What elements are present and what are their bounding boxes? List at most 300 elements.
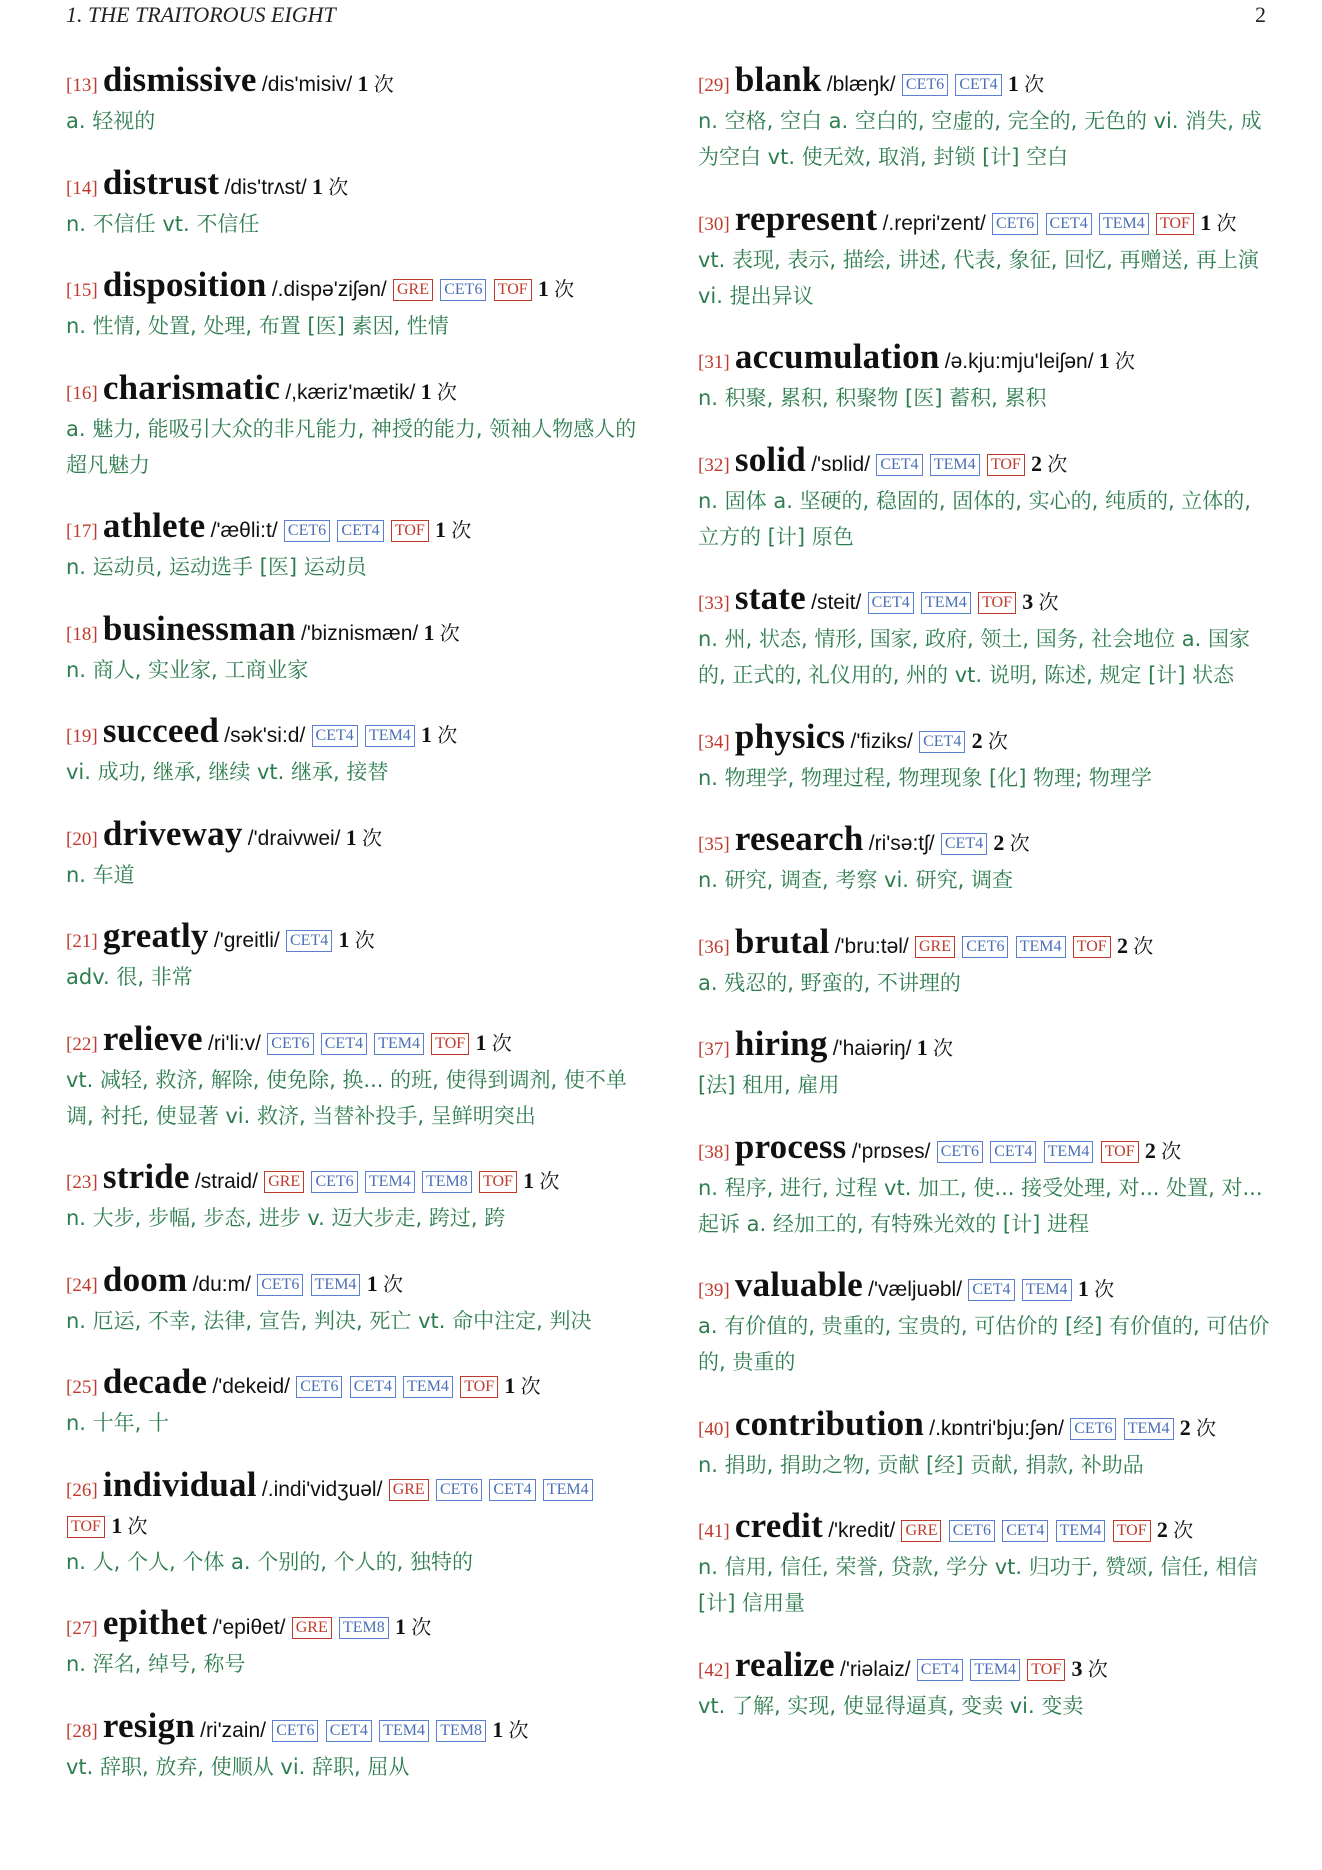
times-label: 次 bbox=[1133, 933, 1154, 958]
entry-headline bbox=[698, 716, 1270, 760]
pronunciation: /ə.kju:mju'leiʃən/ bbox=[944, 350, 1094, 373]
exam-tag: TOF bbox=[1073, 936, 1111, 958]
headword: individual bbox=[102, 1464, 257, 1504]
pronunciation: /'biznismæn/ bbox=[301, 621, 419, 645]
entry-number: [22] bbox=[66, 1033, 98, 1055]
entry-headline bbox=[698, 821, 1270, 862]
entry-number: [29] bbox=[698, 75, 730, 96]
entry-headline bbox=[698, 62, 1270, 103]
frequency-count: 1 bbox=[395, 1614, 407, 1639]
definition: vi. 成功, 继承, 继续 vt. 继承, 接替 bbox=[66, 760, 389, 784]
times-label: 次 bbox=[437, 723, 458, 747]
vocab-entry bbox=[698, 1126, 1270, 1242]
exam-tag: GRE bbox=[915, 936, 955, 958]
frequency-count: 1 bbox=[435, 517, 447, 542]
vocab-entry bbox=[66, 1159, 638, 1236]
definition: n. 积聚, 累积, 积聚物 [医] 蓄积, 累积 bbox=[698, 386, 1047, 410]
headword: driveway bbox=[102, 813, 243, 853]
definition: a. 魅力, 能吸引大众的非凡能力, 神授的能力, 领袖人物感人的超凡魅力 bbox=[66, 416, 637, 477]
exam-tag: TEM4 bbox=[921, 592, 971, 614]
entry-number: [33] bbox=[698, 593, 730, 614]
vocab-entry bbox=[698, 1267, 1270, 1380]
headword: solid bbox=[734, 439, 806, 479]
pronunciation: /'epiθet/ bbox=[212, 1616, 286, 1639]
entry-number: [15] bbox=[66, 280, 98, 301]
vocab-entry bbox=[698, 339, 1270, 416]
exam-tag: CET6 bbox=[992, 213, 1038, 235]
frequency-count: 1 bbox=[366, 1270, 378, 1296]
definition: n. 性情, 处置, 处理, 布置 [医] 素因, 性情 bbox=[66, 314, 449, 338]
exam-tag: GRE bbox=[389, 1479, 429, 1501]
pronunciation: /straid/ bbox=[194, 1170, 258, 1193]
definition: n. 不信任 vt. 不信任 bbox=[66, 211, 260, 236]
times-label: 次 bbox=[439, 620, 460, 645]
entry-headline bbox=[66, 918, 638, 959]
exam-tag: CET6 bbox=[937, 1141, 983, 1163]
frequency-count: 2 bbox=[1156, 1517, 1168, 1542]
times-label: 次 bbox=[354, 928, 375, 952]
headword: epithet bbox=[102, 1603, 208, 1642]
exam-tag: TEM8 bbox=[436, 1720, 486, 1742]
pronunciation: /'kredit/ bbox=[828, 1519, 896, 1542]
exam-tag: CET4 bbox=[350, 1376, 396, 1398]
entry-number: [36] bbox=[698, 936, 730, 958]
times-label: 次 bbox=[1173, 1518, 1194, 1542]
entry-number: [20] bbox=[66, 828, 98, 850]
frequency-count: 1 bbox=[492, 1716, 504, 1742]
pronunciation: /'fiziks/ bbox=[850, 729, 913, 753]
exam-tag: TEM4 bbox=[1044, 1141, 1094, 1163]
definition: vt. 表现, 表示, 描绘, 讲述, 代表, 象征, 回忆, 再赠送, 再上演 vi. 提出异议 bbox=[698, 247, 1259, 308]
definition: n. 捐助, 捐助之物, 贡献 [经] 贡献, 捐款, 补助品 bbox=[698, 1452, 1144, 1477]
exam-tag: TEM4 bbox=[374, 1033, 424, 1055]
headword: disposition bbox=[102, 265, 267, 304]
times-label: 次 bbox=[1024, 72, 1045, 96]
exam-tag: TEM4 bbox=[1056, 1520, 1106, 1542]
frequency-count: 1 bbox=[1200, 209, 1212, 235]
entry-number: [42] bbox=[698, 1659, 730, 1681]
frequency-count: 1 bbox=[111, 1512, 123, 1538]
headword: charismatic bbox=[102, 367, 281, 407]
frequency-count: 2 bbox=[993, 830, 1005, 855]
frequency-count: 1 bbox=[1077, 1276, 1089, 1301]
headword: valuable bbox=[734, 1265, 863, 1304]
entry-headline bbox=[698, 198, 1270, 242]
times-label: 次 bbox=[362, 825, 383, 850]
exam-tag: GRE bbox=[393, 279, 433, 301]
pronunciation: /dis'misiv/ bbox=[261, 73, 353, 96]
exam-tag: CET6 bbox=[1070, 1418, 1116, 1440]
frequency-count: 1 bbox=[504, 1373, 516, 1398]
entry-number: [27] bbox=[66, 1618, 98, 1639]
entry-headline bbox=[66, 62, 638, 103]
entry-headline bbox=[66, 162, 638, 206]
definition: n. 商人, 实业家, 工商业家 bbox=[66, 657, 309, 682]
times-label: 次 bbox=[1115, 349, 1136, 373]
entry-headline bbox=[66, 1159, 638, 1200]
vocab-entry bbox=[698, 439, 1270, 555]
definition: vt. 了解, 实现, 使显得逼真, 变卖 vi. 变卖 bbox=[698, 1693, 1084, 1718]
entry-number: [18] bbox=[66, 623, 98, 645]
frequency-count: 1 bbox=[423, 619, 435, 645]
pronunciation: /sək'si:d/ bbox=[224, 724, 306, 747]
exam-tag: CET4 bbox=[312, 725, 358, 747]
times-label: 次 bbox=[933, 1036, 954, 1060]
vocab-entry bbox=[66, 1364, 638, 1441]
frequency-count: 2 bbox=[971, 727, 983, 753]
vocab-entry bbox=[66, 1464, 638, 1580]
entry-number: [17] bbox=[66, 521, 98, 542]
entry-headline bbox=[698, 1026, 1270, 1067]
definition: n. 浑名, 绰号, 称号 bbox=[66, 1652, 246, 1676]
headword: decade bbox=[102, 1362, 208, 1401]
headword: doom bbox=[102, 1259, 188, 1299]
exam-tag: TEM8 bbox=[339, 1617, 389, 1639]
entry-headline bbox=[66, 608, 638, 652]
exam-tag: CET6 bbox=[440, 279, 486, 301]
entry-number: [30] bbox=[698, 213, 730, 235]
vocab-entry bbox=[66, 267, 638, 344]
vocab-entry bbox=[66, 1259, 638, 1339]
entry-number: [40] bbox=[698, 1418, 730, 1440]
vocab-entry bbox=[698, 1644, 1270, 1724]
times-label: 次 bbox=[1087, 1656, 1108, 1681]
entry-number: [25] bbox=[66, 1377, 98, 1398]
frequency-count: 2 bbox=[1116, 932, 1128, 958]
pronunciation: /du:m/ bbox=[192, 1272, 251, 1296]
exam-tag: TEM4 bbox=[403, 1376, 453, 1398]
entry-number: [41] bbox=[698, 1521, 730, 1542]
headword: relieve bbox=[102, 1018, 203, 1058]
vocab-entry bbox=[698, 62, 1270, 175]
headword: represent bbox=[734, 198, 878, 238]
definition: n. 州, 状态, 情形, 国家, 政府, 领土, 国务, 社会地位 a. 国家的, 正式的, 礼仪用的, 州的 vt. 说明, 陈述, 规定 [计] 状态 bbox=[698, 627, 1251, 687]
definition: vt. 辞职, 放弃, 使顺从 vi. 辞职, 屈从 bbox=[66, 1754, 410, 1779]
exam-tag: CET4 bbox=[489, 1479, 535, 1501]
exam-tag: CET4 bbox=[321, 1033, 367, 1055]
pronunciation: /'dekeid/ bbox=[212, 1375, 290, 1398]
entry-headline bbox=[66, 367, 638, 411]
times-label: 次 bbox=[411, 1615, 432, 1639]
exam-tag: TEM4 bbox=[379, 1720, 429, 1742]
vocab-entry bbox=[698, 1403, 1270, 1483]
entry-number: [34] bbox=[698, 731, 730, 753]
exam-tag: CET4 bbox=[917, 1659, 963, 1681]
vocab-entry bbox=[698, 1026, 1270, 1103]
exam-tag: TOF bbox=[391, 520, 429, 542]
times-label: 次 bbox=[451, 518, 472, 542]
exam-tag: CET4 bbox=[955, 74, 1001, 96]
entry-number: [32] bbox=[698, 454, 730, 476]
exam-tag: TEM4 bbox=[1124, 1418, 1174, 1440]
definition: n. 固体 a. 坚硬的, 稳固的, 固体的, 实心的, 纯质的, 立体的, 立方的 [计] 原色 bbox=[698, 488, 1251, 549]
pronunciation: /'draivwei/ bbox=[247, 826, 341, 850]
frequency-count: 1 bbox=[357, 71, 369, 96]
exam-tag: CET6 bbox=[311, 1171, 357, 1193]
entry-number: [14] bbox=[66, 177, 98, 199]
entry-headline bbox=[698, 339, 1270, 380]
headword: succeed bbox=[102, 711, 219, 750]
headword: blank bbox=[734, 60, 822, 99]
pronunciation: /ri'sə:tʃ/ bbox=[868, 832, 935, 855]
entry-number: [24] bbox=[66, 1274, 98, 1296]
exam-tag: TEM4 bbox=[930, 454, 980, 476]
exam-tag: TEM4 bbox=[970, 1659, 1020, 1681]
exam-tag: GRE bbox=[292, 1617, 332, 1639]
headword: brutal bbox=[734, 921, 830, 961]
pronunciation: /,kæriz'mætik/ bbox=[285, 380, 416, 404]
frequency-count: 1 bbox=[421, 722, 433, 747]
vocab-entry bbox=[66, 918, 638, 995]
headword: realize bbox=[734, 1644, 835, 1684]
times-label: 次 bbox=[520, 1374, 541, 1398]
page-number: 2 bbox=[1255, 2, 1266, 27]
vocab-entry bbox=[66, 1705, 638, 1785]
entry-headline bbox=[66, 813, 638, 857]
exam-tag: CET6 bbox=[284, 520, 330, 542]
frequency-count: 2 bbox=[1031, 450, 1043, 476]
exam-tag: CET4 bbox=[286, 930, 332, 952]
vocab-entry bbox=[66, 1605, 638, 1682]
exam-tag: TEM4 bbox=[1022, 1279, 1072, 1301]
exam-tag: TEM4 bbox=[365, 725, 415, 747]
frequency-count: 1 bbox=[523, 1168, 535, 1193]
vocab-entry bbox=[66, 62, 638, 139]
definition: a. 轻视的 bbox=[66, 109, 156, 133]
headword: dismissive bbox=[102, 60, 257, 99]
definition: n. 大步, 步幅, 步态, 进步 v. 迈大步走, 跨过, 跨 bbox=[66, 1206, 506, 1230]
headword: research bbox=[734, 819, 864, 858]
definition: adv. 很, 非常 bbox=[66, 965, 193, 989]
frequency-count: 1 bbox=[1007, 71, 1019, 96]
times-label: 次 bbox=[1038, 590, 1059, 614]
exam-tag: CET6 bbox=[267, 1033, 313, 1055]
times-label: 次 bbox=[1161, 1138, 1182, 1163]
definition: n. 物理学, 物理过程, 物理现象 [化] 物理; 物理学 bbox=[698, 765, 1152, 790]
times-label: 次 bbox=[1196, 1415, 1216, 1440]
frequency-count: 1 bbox=[420, 378, 432, 404]
exam-tag: TOF bbox=[1156, 213, 1194, 235]
exam-tag: CET4 bbox=[1002, 1520, 1048, 1542]
times-label: 次 bbox=[491, 1030, 512, 1055]
times-label: 次 bbox=[328, 174, 349, 199]
entry-headline bbox=[698, 1126, 1270, 1170]
vocab-entry bbox=[698, 716, 1270, 796]
vocab-entry bbox=[66, 608, 638, 688]
pronunciation: /dis'trʌst/ bbox=[224, 175, 307, 199]
entry-headline bbox=[698, 921, 1270, 965]
headword: stride bbox=[102, 1157, 190, 1196]
headword: athlete bbox=[102, 506, 206, 545]
frequency-count: 3 bbox=[1022, 589, 1034, 614]
headword: greatly bbox=[102, 916, 209, 955]
times-label: 次 bbox=[508, 1717, 529, 1742]
vocab-entry bbox=[66, 162, 638, 242]
entry-headline bbox=[66, 1364, 638, 1405]
pronunciation: /'greitli/ bbox=[213, 929, 280, 952]
vocab-entry bbox=[66, 813, 638, 893]
entry-number: [38] bbox=[698, 1141, 730, 1163]
entry-number: [19] bbox=[66, 726, 98, 747]
exam-tag: TOF bbox=[494, 279, 532, 301]
exam-tag: CET4 bbox=[990, 1141, 1036, 1163]
entry-headline bbox=[698, 1644, 1270, 1688]
entry-headline bbox=[66, 1018, 638, 1062]
exam-tag: CET4 bbox=[1046, 213, 1092, 235]
entry-headline bbox=[66, 267, 638, 308]
pronunciation: /'riəlaiz/ bbox=[840, 1657, 911, 1681]
exam-tag: CET4 bbox=[941, 833, 987, 855]
pronunciation: /'æθli:t/ bbox=[210, 519, 278, 542]
pronunciation: /ri'zain/ bbox=[200, 1718, 266, 1742]
definition: n. 运动员, 运动选手 [医] 运动员 bbox=[66, 555, 367, 579]
definition: n. 研究, 调查, 考察 vi. 研究, 调查 bbox=[698, 868, 1013, 892]
times-label: 次 bbox=[1094, 1277, 1115, 1301]
definition: n. 空格, 空白 a. 空白的, 空虚的, 完全的, 无色的 vi. 消失, 成为空白 vt. 使无效, 取消, 封锁 [计] 空白 bbox=[698, 109, 1262, 169]
definition: n. 车道 bbox=[66, 862, 135, 887]
times-label: 次 bbox=[1216, 210, 1237, 235]
pronunciation: /.dispə'ziʃən/ bbox=[271, 278, 387, 301]
definition: a. 残忍的, 野蛮的, 不讲理的 bbox=[698, 970, 961, 995]
times-label: 次 bbox=[382, 1271, 403, 1296]
exam-tag: CET6 bbox=[962, 936, 1008, 958]
entry-number: [23] bbox=[66, 1172, 98, 1193]
entry-number: [21] bbox=[66, 931, 98, 952]
pronunciation: /ri'li:v/ bbox=[208, 1031, 262, 1055]
times-label: 次 bbox=[987, 728, 1008, 753]
vocab-entry bbox=[66, 1018, 638, 1134]
exam-tag: TOF bbox=[431, 1033, 469, 1055]
exam-tag: CET4 bbox=[919, 731, 965, 753]
headword: physics bbox=[734, 716, 846, 756]
exam-tag: TOF bbox=[1101, 1141, 1139, 1163]
exam-tag: CET4 bbox=[868, 592, 914, 614]
exam-tag: CET6 bbox=[902, 74, 948, 96]
entry-headline bbox=[698, 1267, 1270, 1308]
entry-number: [31] bbox=[698, 352, 730, 373]
pronunciation: /'bru:təl/ bbox=[834, 934, 909, 958]
frequency-count: 1 bbox=[338, 927, 350, 952]
times-label: 次 bbox=[1047, 451, 1068, 476]
frequency-count: 1 bbox=[1098, 348, 1110, 373]
exam-tag: CET4 bbox=[968, 1279, 1014, 1301]
vocab-entry bbox=[698, 921, 1270, 1001]
exam-tag: GRE bbox=[901, 1520, 941, 1542]
times-label: 次 bbox=[436, 379, 457, 404]
exam-tag: TOF bbox=[1113, 1520, 1151, 1542]
exam-tag: TEM4 bbox=[311, 1274, 361, 1296]
exam-tag: TOF bbox=[67, 1516, 105, 1538]
entry-headline bbox=[698, 439, 1270, 483]
pronunciation: /'prɒses/ bbox=[851, 1139, 931, 1163]
entry-headline bbox=[66, 1464, 638, 1544]
headword: contribution bbox=[734, 1403, 924, 1443]
vocab-entry bbox=[698, 821, 1270, 898]
pronunciation: /.kɒntri'bju:ʃən/ bbox=[929, 1416, 1064, 1440]
pronunciation: /'sɒlid/ bbox=[811, 452, 871, 476]
exam-tag: TEM4 bbox=[1099, 213, 1149, 235]
exam-tag: CET6 bbox=[272, 1720, 318, 1742]
pronunciation: /steit/ bbox=[811, 591, 862, 614]
frequency-count: 1 bbox=[537, 276, 549, 301]
vocab-entry bbox=[698, 1508, 1270, 1621]
exam-tag: TOF bbox=[479, 1171, 517, 1193]
definition: n. 程序, 进行, 过程 vt. 加工, 使... 接受处理, 对... 处置, 对... 起诉 a. 经加工的, 有特殊光效的 [计] 进程 bbox=[698, 1175, 1263, 1236]
frequency-count: 1 bbox=[345, 824, 357, 850]
vocab-entry bbox=[698, 198, 1270, 314]
right-column bbox=[698, 62, 1270, 1749]
entry-number: [13] bbox=[66, 75, 98, 96]
headword: distrust bbox=[102, 162, 220, 202]
entry-headline bbox=[698, 1508, 1270, 1549]
frequency-count: 1 bbox=[475, 1029, 487, 1055]
entry-number: [26] bbox=[66, 1479, 98, 1501]
pronunciation: /'haiəriŋ/ bbox=[832, 1037, 912, 1060]
pronunciation: /'væljuəbl/ bbox=[868, 1278, 963, 1301]
definition: vt. 减轻, 救济, 解除, 使免除, 换... 的班, 使得到调剂, 使不单调, 衬托, 使显著 vi. 救济, 当替补投手, 呈鲜明突出 bbox=[66, 1067, 627, 1128]
frequency-count: 2 bbox=[1144, 1137, 1156, 1163]
page-header bbox=[66, 0, 1266, 30]
entry-headline bbox=[698, 1403, 1270, 1447]
definition: [法] 租用, 雇用 bbox=[698, 1073, 840, 1097]
times-label: 次 bbox=[1009, 831, 1030, 855]
chapter-title: 1. THE TRAITOROUS EIGHT bbox=[66, 2, 336, 27]
exam-tag: TEM4 bbox=[365, 1171, 415, 1193]
entry-headline bbox=[66, 508, 638, 549]
exam-tag: TOF bbox=[987, 454, 1025, 476]
definition: n. 信用, 信任, 荣誉, 贷款, 学分 vt. 归功于, 赞颂, 信任, 相信 [计] 信用量 bbox=[698, 1555, 1258, 1615]
headword: businessman bbox=[102, 608, 296, 648]
exam-tag: CET6 bbox=[257, 1274, 303, 1296]
vocab-entry bbox=[66, 713, 638, 790]
entry-number: [37] bbox=[698, 1039, 730, 1060]
exam-tag: TOF bbox=[460, 1376, 498, 1398]
entry-number: [16] bbox=[66, 382, 98, 404]
frequency-count: 2 bbox=[1179, 1414, 1191, 1440]
frequency-count: 1 bbox=[916, 1035, 928, 1060]
headword: credit bbox=[734, 1506, 823, 1545]
exam-tag: GRE bbox=[264, 1171, 304, 1193]
vocab-entry bbox=[698, 580, 1270, 693]
times-label: 次 bbox=[373, 72, 394, 96]
headword: hiring bbox=[734, 1024, 828, 1063]
entry-number: [35] bbox=[698, 834, 730, 855]
headword: resign bbox=[102, 1705, 195, 1745]
exam-tag: CET4 bbox=[326, 1720, 372, 1742]
frequency-count: 1 bbox=[311, 173, 323, 199]
frequency-count: 3 bbox=[1071, 1655, 1083, 1681]
headword: process bbox=[734, 1126, 847, 1166]
times-label: 次 bbox=[554, 277, 575, 301]
headword: state bbox=[734, 578, 806, 617]
exam-tag: CET6 bbox=[436, 1479, 482, 1501]
vocab-entry bbox=[66, 367, 638, 483]
vocab-entry bbox=[66, 508, 638, 585]
exam-tag: TOF bbox=[978, 592, 1016, 614]
entry-number: [39] bbox=[698, 1280, 730, 1301]
definition: n. 厄运, 不幸, 法律, 宣告, 判决, 死亡 vt. 命中注定, 判决 bbox=[66, 1308, 592, 1333]
times-label: 次 bbox=[127, 1513, 148, 1538]
pronunciation: /blæŋk/ bbox=[826, 73, 896, 96]
pronunciation: /.repri'zent/ bbox=[882, 211, 986, 235]
left-column bbox=[66, 62, 638, 1810]
entry-headline bbox=[698, 580, 1270, 621]
headword: accumulation bbox=[734, 337, 940, 376]
exam-tag: TEM8 bbox=[422, 1171, 472, 1193]
exam-tag: CET6 bbox=[296, 1376, 342, 1398]
exam-tag: CET6 bbox=[949, 1520, 995, 1542]
entry-number: [28] bbox=[66, 1720, 98, 1742]
